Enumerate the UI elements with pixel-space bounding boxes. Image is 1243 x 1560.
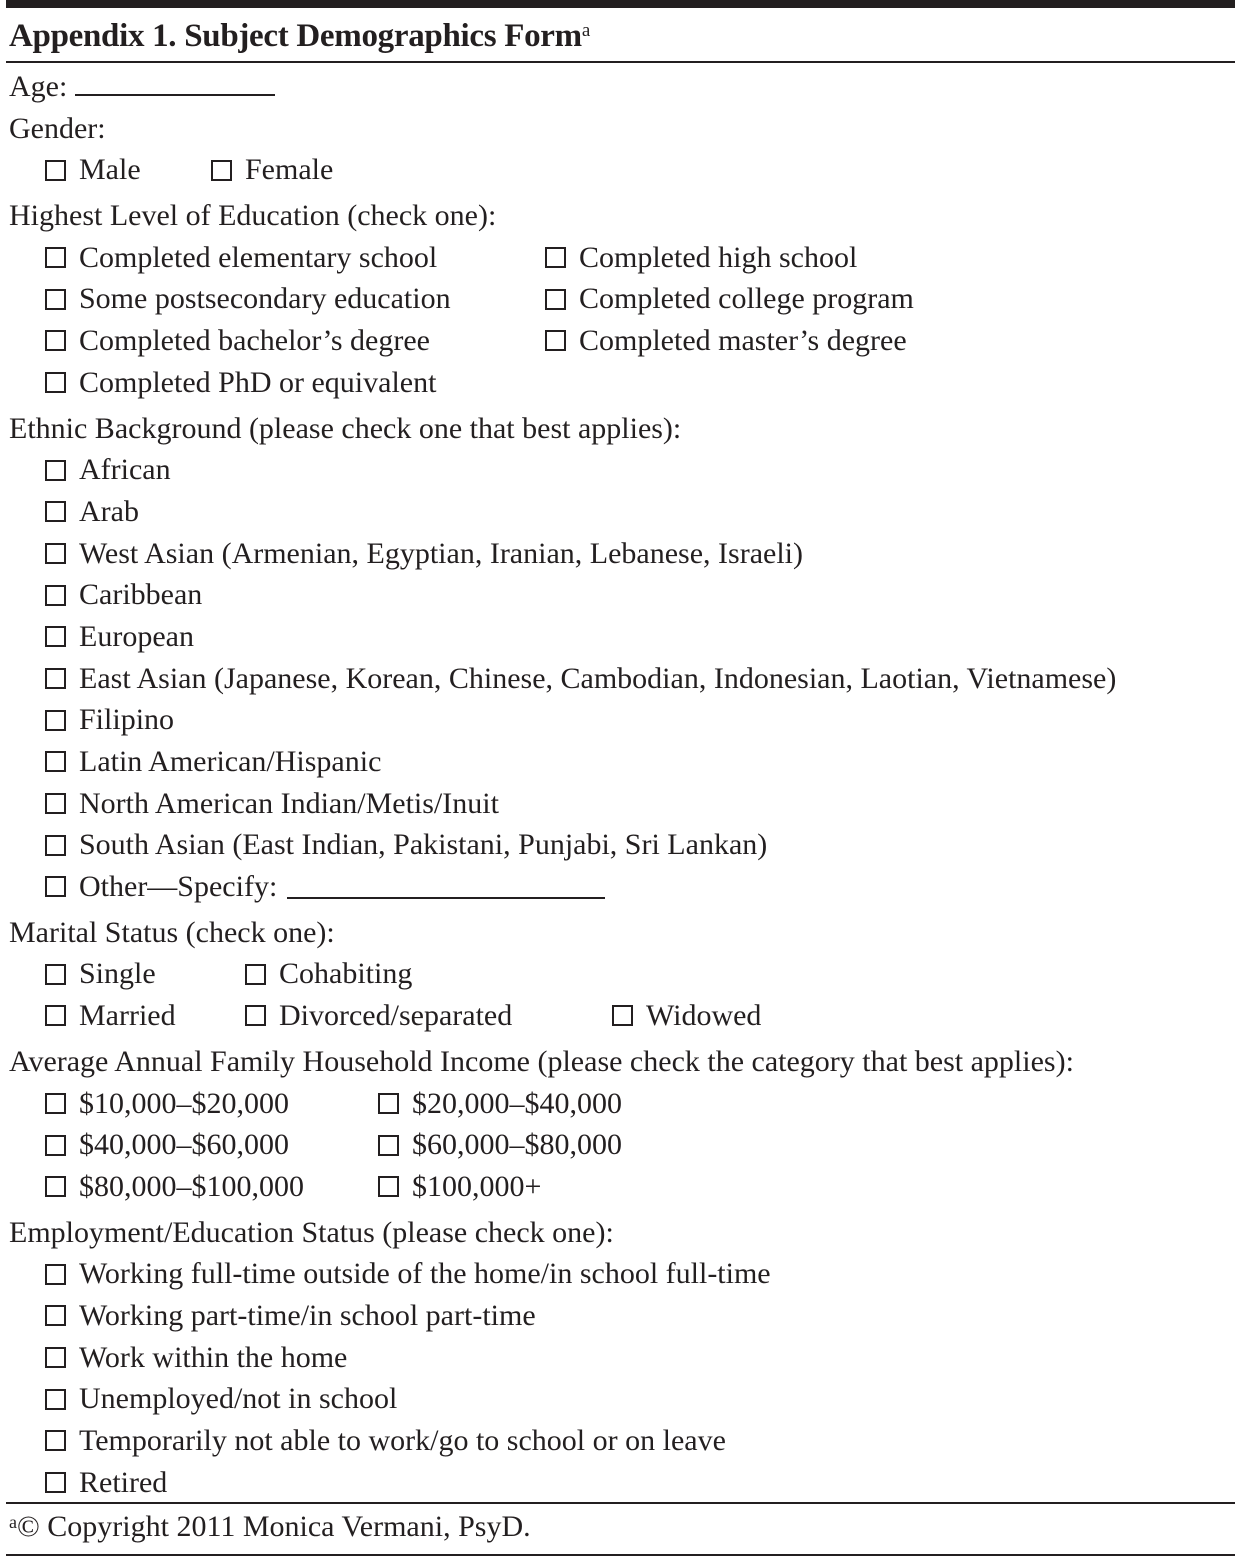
age-field	[9, 66, 1235, 108]
education-row	[9, 278, 1235, 320]
checkbox[interactable]	[45, 751, 66, 772]
ethnic-row	[9, 449, 1235, 491]
ethnic-option[interactable]	[45, 783, 499, 825]
option-label: Completed PhD or equivalent	[79, 365, 437, 399]
checkbox[interactable]	[45, 247, 66, 268]
option-label: Working part-time/in school part-time	[79, 1298, 536, 1332]
income-option[interactable]	[45, 1083, 289, 1125]
education-heading: Highest Level of Education (check one):	[9, 199, 497, 233]
ethnic-row	[9, 533, 1235, 575]
education-row	[9, 237, 1235, 279]
footnote	[9, 1510, 531, 1544]
checkbox[interactable]	[45, 585, 66, 606]
marital-option[interactable]	[245, 953, 412, 995]
marital-option[interactable]	[245, 995, 512, 1037]
option-label: Unemployed/not in school	[79, 1382, 398, 1416]
income-row	[9, 1124, 1235, 1166]
checkbox[interactable]	[45, 793, 66, 814]
income-option[interactable]	[378, 1083, 622, 1125]
education-option[interactable]	[545, 237, 857, 279]
checkbox[interactable]	[45, 1472, 66, 1493]
ethnic-option[interactable]	[45, 658, 1116, 700]
checkbox[interactable]	[45, 668, 66, 689]
gender-option[interactable]	[45, 149, 141, 191]
checkbox[interactable]	[45, 1305, 66, 1326]
option-label: $60,000–$80,000	[412, 1128, 622, 1162]
ethnic-row	[9, 741, 1235, 783]
checkbox[interactable]	[45, 1430, 66, 1451]
footnote-text: © Copyright 2011 Monica Vermani, PsyD.	[17, 1510, 531, 1543]
ethnic-option[interactable]	[45, 574, 202, 616]
ethnic-row	[9, 866, 1235, 908]
ethnic-heading: Ethnic Background (please check one that best applies):	[9, 411, 682, 445]
employment-row	[9, 1337, 1235, 1379]
ethnic-row	[9, 783, 1235, 825]
option-label: Some postsecondary education	[79, 282, 451, 316]
checkbox[interactable]	[378, 1093, 399, 1114]
option-label: Divorced/separated	[279, 999, 513, 1033]
option-label: $10,000–$20,000	[79, 1086, 289, 1120]
marital-row	[9, 995, 1235, 1037]
checkbox[interactable]	[45, 626, 66, 647]
ethnic-row	[9, 616, 1235, 658]
bottom-rule	[6, 1554, 1235, 1556]
gender-option[interactable]	[211, 149, 333, 191]
checkbox[interactable]	[245, 964, 266, 985]
ethnic-option[interactable]	[45, 699, 174, 741]
education-option[interactable]	[45, 278, 451, 320]
option-label: Arab	[79, 494, 139, 528]
top-rule	[6, 0, 1235, 8]
income-option[interactable]	[378, 1166, 541, 1208]
employment-heading: Employment/Education Status (please check one):	[9, 1215, 614, 1249]
checkbox[interactable]	[45, 1264, 66, 1285]
checkbox[interactable]	[45, 876, 66, 897]
ethnic-row	[9, 491, 1235, 533]
title-footnote-mark: a	[581, 20, 590, 41]
employment-option[interactable]	[45, 1420, 726, 1462]
employment-row	[9, 1295, 1235, 1337]
income-row	[9, 1083, 1235, 1125]
checkbox[interactable]	[378, 1176, 399, 1197]
footnote-mark: a	[9, 1512, 17, 1532]
ethnic-option[interactable]	[45, 741, 381, 783]
option-label: Completed college program	[579, 282, 914, 316]
title-text: Appendix 1. Subject Demographics Form	[9, 18, 582, 54]
option-label: African	[79, 453, 171, 487]
gender-heading: Gender:	[9, 111, 106, 145]
ethnic-option[interactable]	[45, 533, 803, 575]
employment-row	[9, 1420, 1235, 1462]
option-label: $100,000+	[412, 1169, 542, 1203]
option-label: Female	[245, 153, 334, 187]
employment-option[interactable]	[45, 1295, 536, 1337]
option-label: Temporarily not able to work/go to school or on leave	[79, 1424, 726, 1457]
option-label: Male	[79, 153, 141, 187]
title-rule	[6, 61, 1235, 63]
option-label: $20,000–$40,000	[412, 1086, 622, 1120]
marital-heading: Marital Status (check one):	[9, 915, 335, 949]
ethnic-option[interactable]	[45, 616, 194, 658]
marital-row	[9, 953, 1235, 995]
checkbox[interactable]	[45, 1005, 66, 1026]
ethnic-option[interactable]	[45, 491, 139, 533]
employment-option[interactable]	[45, 1337, 347, 1379]
option-label: European	[79, 619, 194, 653]
checkbox[interactable]	[45, 460, 66, 481]
option-label: Other—Specify:	[79, 870, 278, 904]
ethnic-option[interactable]	[45, 449, 171, 491]
checkbox[interactable]	[45, 1176, 66, 1197]
education-option[interactable]	[545, 278, 914, 320]
marital-option[interactable]	[612, 995, 761, 1037]
checkbox[interactable]	[45, 289, 66, 310]
checkbox[interactable]	[45, 1135, 66, 1156]
option-label: Completed master’s degree	[579, 324, 907, 358]
checkbox[interactable]	[245, 1005, 266, 1026]
employment-option[interactable]	[45, 1253, 771, 1295]
checkbox[interactable]	[45, 835, 66, 856]
income-option[interactable]	[45, 1166, 304, 1208]
option-label: North American Indian/Metis/Inuit	[79, 786, 499, 820]
employment-row	[9, 1378, 1235, 1420]
ethnic-row	[9, 824, 1235, 866]
marital-option[interactable]	[45, 995, 176, 1037]
checkbox[interactable]	[45, 964, 66, 985]
employment-option[interactable]	[45, 1378, 397, 1420]
ethnic-option[interactable]	[45, 866, 605, 908]
checkbox[interactable]	[211, 160, 232, 181]
option-label: $40,000–$60,000	[79, 1128, 289, 1162]
option-label: Retired	[79, 1465, 168, 1499]
checkbox[interactable]	[45, 543, 66, 564]
option-label: Work within the home	[79, 1340, 348, 1374]
option-label: Married	[79, 999, 176, 1033]
demographics-form	[9, 66, 1235, 1503]
ethnic-row	[9, 658, 1235, 700]
checkbox[interactable]	[545, 247, 566, 268]
checkbox[interactable]	[45, 710, 66, 731]
option-label: Latin American/Hispanic	[79, 745, 382, 778]
option-label: Completed high school	[579, 240, 858, 274]
income-row	[9, 1166, 1235, 1208]
checkbox[interactable]	[45, 501, 66, 522]
ethnic-row	[9, 574, 1235, 616]
option-label: South Asian (East Indian, Pakistani, Punjabi, Sri Lankan)	[79, 828, 768, 862]
marital-option[interactable]	[45, 953, 156, 995]
option-label: Widowed	[646, 999, 762, 1033]
checkbox[interactable]	[545, 330, 566, 351]
option-label: Working full-time outside of the home/in school full-time	[79, 1257, 771, 1291]
education-option[interactable]	[45, 237, 437, 279]
checkbox[interactable]	[45, 1389, 66, 1410]
age-label: Age:	[9, 70, 68, 103]
footer-rule	[6, 1502, 1235, 1504]
employment-row	[9, 1253, 1235, 1295]
employment-option[interactable]	[45, 1462, 167, 1504]
option-label: West Asian (Armenian, Egyptian, Iranian, Lebanese, Israeli)	[79, 536, 803, 570]
option-label: Filipino	[79, 703, 175, 737]
education-option[interactable]	[45, 320, 430, 362]
ethnic-option[interactable]	[45, 824, 767, 866]
checkbox[interactable]	[45, 372, 66, 393]
employment-row	[9, 1462, 1235, 1504]
ethnic-row	[9, 699, 1235, 741]
option-label: Completed bachelor’s degree	[79, 324, 430, 358]
option-label: Completed elementary school	[79, 240, 438, 274]
checkbox[interactable]	[45, 1347, 66, 1368]
checkbox[interactable]	[45, 1093, 66, 1114]
checkbox[interactable]	[378, 1135, 399, 1156]
education-option[interactable]	[545, 320, 907, 362]
age-input[interactable]	[75, 66, 275, 96]
checkbox[interactable]	[545, 289, 566, 310]
option-label: East Asian (Japanese, Korean, Chinese, Cambodian, Indonesian, Laotian, Vietnamese)	[79, 661, 1117, 695]
education-row	[9, 320, 1235, 362]
income-option[interactable]	[45, 1124, 289, 1166]
other-specify-input[interactable]	[287, 875, 605, 899]
checkbox[interactable]	[45, 330, 66, 351]
education-option[interactable]	[45, 362, 436, 404]
education-row	[9, 362, 1235, 404]
gender-row	[9, 149, 1235, 191]
income-heading: Average Annual Family Household Income (please check the category that best applies):	[9, 1044, 1074, 1078]
checkbox[interactable]	[612, 1005, 633, 1026]
option-label: $80,000–$100,000	[79, 1169, 304, 1203]
form-title	[9, 18, 590, 55]
checkbox[interactable]	[45, 160, 66, 181]
income-option[interactable]	[378, 1124, 622, 1166]
option-label: Caribbean	[79, 578, 203, 612]
option-label: Cohabiting	[279, 957, 413, 991]
option-label: Single	[79, 957, 156, 991]
